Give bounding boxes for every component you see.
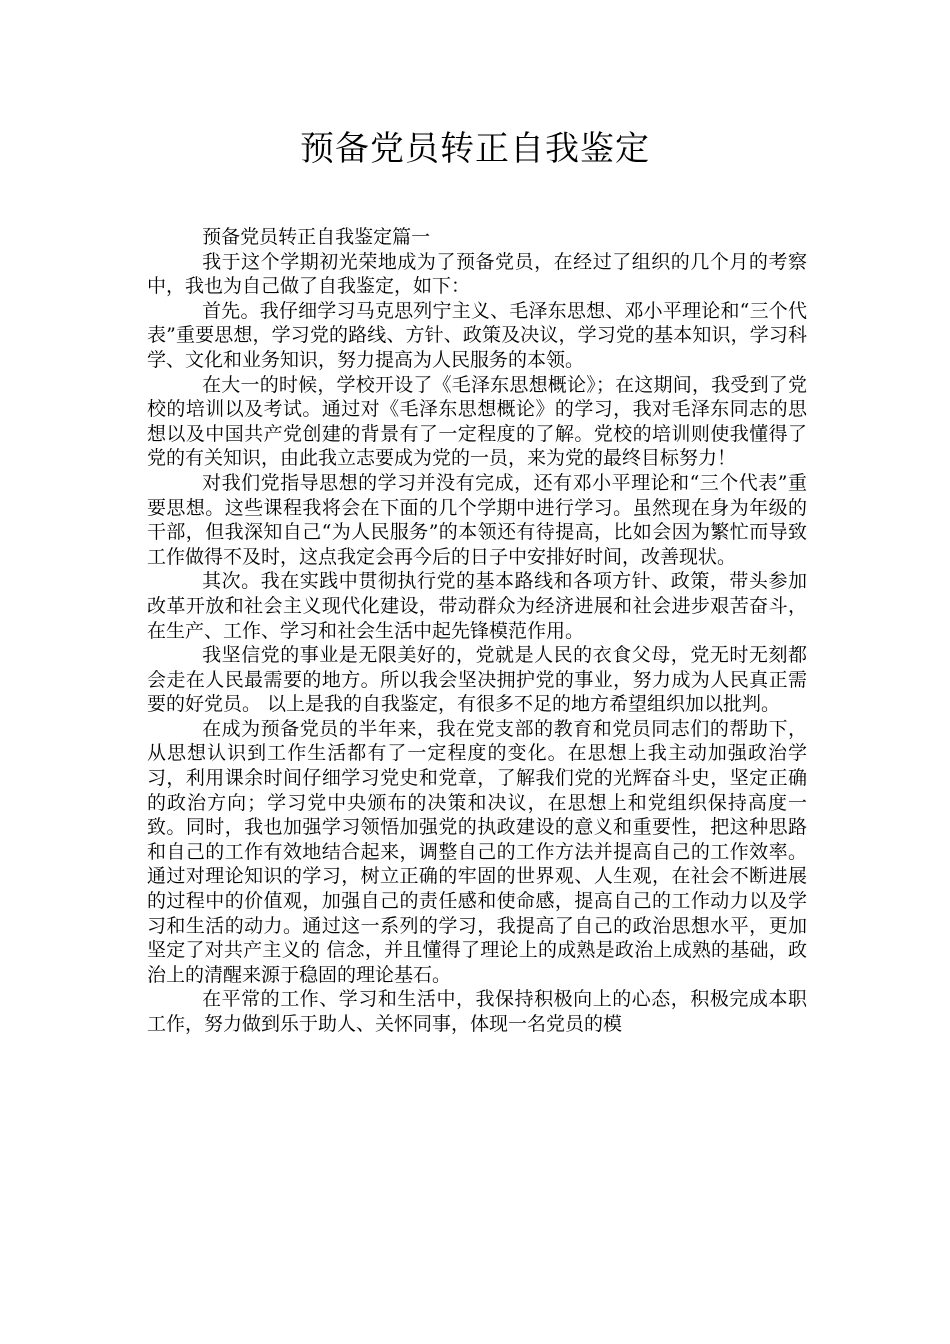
paragraph: 首先。我仔细学习马克思列宁主义、毛泽东思想、邓小平理论和“三个代表”重要思想，学习党的路线、方针、政策及决议，学习党的基本知识，学习科学、文化和业务知识，努力提高为人民服务的本领。 <box>147 299 807 371</box>
paragraph: 在大一的时候，学校开设了《毛泽东思想概论》；在这期间，我受到了党校的培训以及考试。通过对《毛泽东思想概论》的学习，我对毛泽东同志的思想以及中国共产党创建的背景有了一定程度的了解。党校的培训则使我懂得了党的有关知识，由此我立志要成为党的一员，来为党的最终目标努力！ <box>147 373 807 470</box>
paragraph: 对我们党指导思想的学习并没有完成，还有邓小平理论和“三个代表”重要思想。这些课程我将会在下面的几个学期中进行学习。虽然现在身为年级的干部，但我深知自己“为人民服务”的本领还有待提高，比如会因为繁忙而导致工作做得不及时，这点我定会再今后的日子中安排好时间，改善现状。 <box>147 471 807 568</box>
document-title: 预备党员转正自我鉴定 <box>300 129 650 169</box>
section-heading: 预备党员转正自我鉴定篇一 <box>202 226 431 248</box>
paragraph: 其次。我在实践中贯彻执行党的基本路线和各项方针、政策，带头参加改革开放和社会主义现代化建设，带动群众为经济进展和社会进步艰苦奋斗，在生产、工作、学习和社会生活中起先锋模范作用。 <box>147 570 807 642</box>
paragraph: 在平常的工作、学习和生活中，我保持积极向上的心态，积极完成本职工作，努力做到乐于助人、关怀同事，体现一名党员的模 <box>147 988 807 1035</box>
document-body <box>147 225 807 1037</box>
paragraph: 我坚信党的事业是无限美好的，党就是人民的衣食父母，党无时无刻都会走在人民最需要的地方。所以我会坚决拥护党的事业，努力成为人民真正需要的好党员。 以上是我的自我鉴定，有很多不足的地方希望组织加以批判。 <box>147 644 807 716</box>
paragraph: 我于这个学期初光荣地成为了预备党员，在经过了组织的几个月的考察中，我也为自己做了自我鉴定，如下： <box>147 250 807 298</box>
paragraph: 在成为预备党员的半年来，我在党支部的教育和党员同志们的帮助下，从思想认识到工作生活都有了一定程度的变化。在思想上我主动加强政治学习，利用课余时间仔细学习党史和党章，了解我们党的光辉奋斗史，坚定正确的政治方向；学习党中央颁布的决策和决议，在思想上和党组织保持高度一致。同时，我也加强学习领悟加强党的执政建设的意义和重要性，把这种思路和自己的工作有效地结合起来，调整自己的工作方法并提高自己的工作效率。通过对理论知识的学习，树立正确的牢固的世界观、人生观，在社会不断进展的过程中的价值观，加强自己的责任感和使命感，提高自己的工作动力以及学习和生活的动力。通过这一系列的学习，我提高了自己的政治思想水平，更加坚定了对共产主义的 信念，并且懂得了理论上的成熟是政治上成熟的基础，政治上的清醒来源于稳固的理论基石。 <box>147 717 807 986</box>
